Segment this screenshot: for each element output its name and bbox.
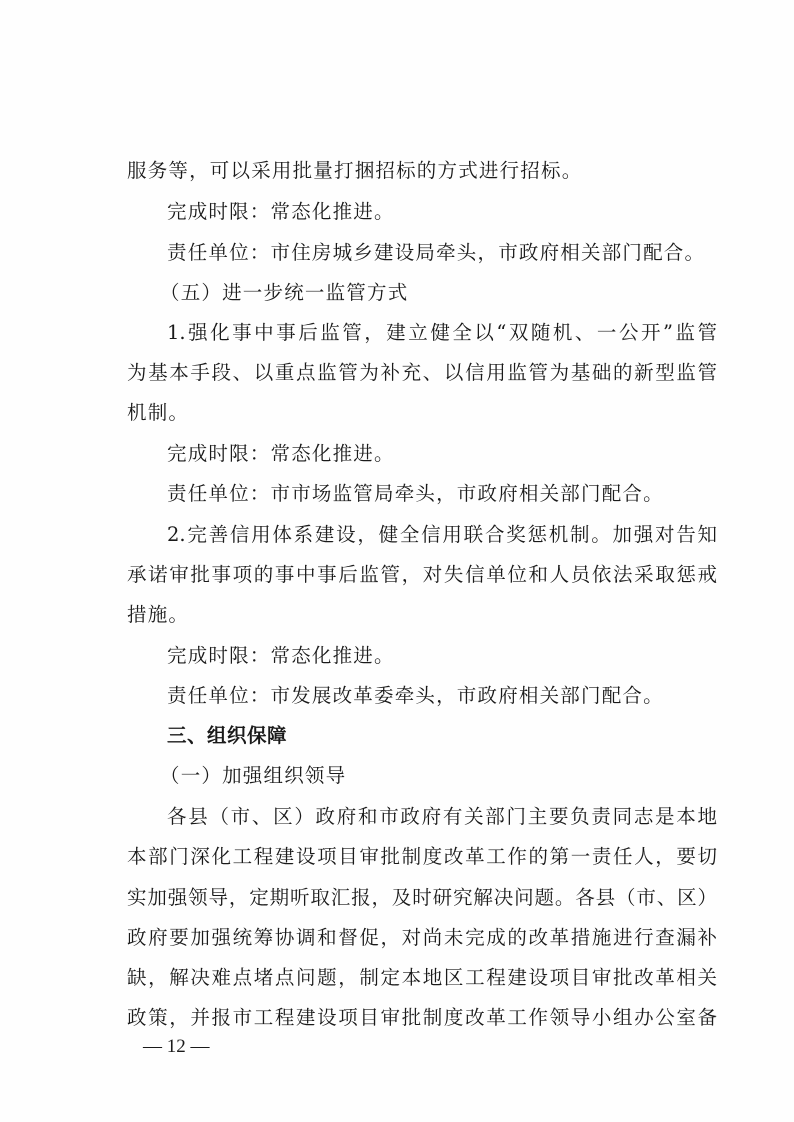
paragraph-line: 措施。 (127, 603, 190, 626)
completion-deadline: 完成时限：常态化推进。 (167, 200, 395, 223)
completion-deadline: 完成时限：常态化推进。 (167, 644, 395, 667)
paragraph-line: 机制。 (127, 401, 190, 424)
page-number: — 12 — (143, 1036, 210, 1057)
completion-deadline: 完成时限：常态化推进。 (167, 442, 395, 465)
paragraph-line: 缺，解决难点堵点问题，制定本地区工程建设项目审批改革相关 (127, 966, 717, 989)
paragraph-line: 服务等，可以采用批量打捆招标的方式进行招标。 (127, 159, 583, 182)
paragraph-line: 2.完善信用体系建设，健全信用联合奖惩机制。加强对告知 (167, 523, 717, 546)
responsible-unit: 责任单位：市市场监管局牵头，市政府相关部门配合。 (167, 482, 664, 505)
paragraph-line: 本部门深化工程建设项目审批制度改革工作的第一责任人，要切 (127, 845, 717, 868)
responsible-unit: 责任单位：市发展改革委牵头，市政府相关部门配合。 (167, 684, 664, 707)
paragraph-line: 政府要加强统筹协调和督促，对尚未完成的改革措施进行查漏补 (127, 926, 717, 949)
paragraph-line: 为基本手段、以重点监管为补充、以信用监管为基础的新型监管 (127, 361, 717, 384)
section-heading: 三、组织保障 (167, 724, 288, 747)
paragraph-line: 政策，并报市工程建设项目审批制度改革工作领导小组办公室备 (127, 1006, 717, 1029)
paragraph-line: 1.强化事中事后监管，建立健全以“双随机、一公开”监管 (167, 321, 717, 344)
paragraph-line: 各县（市、区）政府和市政府有关部门主要负责同志是本地 (167, 805, 717, 828)
paragraph-line: 实加强领导，定期听取汇报，及时研究解决问题。各县（市、区） (127, 886, 717, 909)
responsible-unit: 责任单位：市住房城乡建设局牵头，市政府相关部门配合。 (167, 241, 706, 264)
section-subheading: （五）进一步统一监管方式 (160, 281, 409, 304)
paragraph-line: 承诺审批事项的事中事后监管，对失信单位和人员依法采取惩戒 (127, 563, 717, 586)
section-subheading: （一）加强组织领导 (160, 764, 347, 787)
